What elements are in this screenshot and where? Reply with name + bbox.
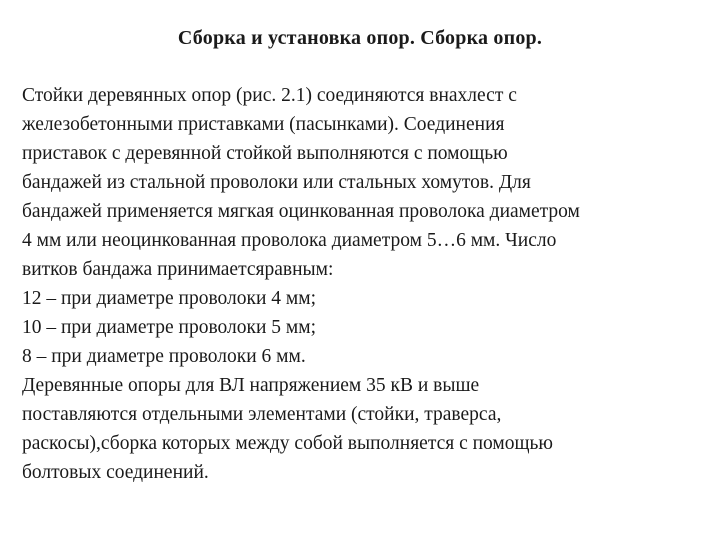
body-line: железобетонными приставками (пасынками). Соединения (22, 114, 505, 135)
body-line: Деревянные опоры для ВЛ напряжением 35 кВ и выше (22, 375, 480, 396)
body-line: болтовых соединений. (22, 462, 209, 483)
body-line: витков бандажа принимаетсяравным: (22, 259, 334, 280)
body-line: поставляются отдельными элементами (стойки, траверса, (22, 404, 502, 425)
body-line: раскосы),сборка которых между собой выполняется с помощью (22, 433, 553, 454)
list-item-12: 12 – при диаметре проволоки 4 мм; (22, 288, 317, 309)
body-line: 4 мм или неоцинкованная проволока диаметром 5…6 мм. Число (22, 230, 557, 251)
body-line: бандажей применяется мягкая оцинкованная проволока диаметром (22, 201, 580, 222)
slide-body-text (22, 81, 712, 487)
list-item-10: 10 – при диаметре проволоки 5 мм; (22, 317, 317, 338)
body-line: приставок с деревянной стойкой выполняются с помощью (22, 143, 508, 164)
body-line: Стойки деревянных опор (рис. 2.1) соединяются внахлест с (22, 85, 517, 106)
slide-title: Сборка и установка опор. Сборка опор. (177, 27, 543, 49)
body-line: бандажей из стальной проволоки или стальных хомутов. Для (22, 172, 531, 193)
list-item-8: 8 – при диаметре проволоки 6 мм. (22, 346, 306, 367)
